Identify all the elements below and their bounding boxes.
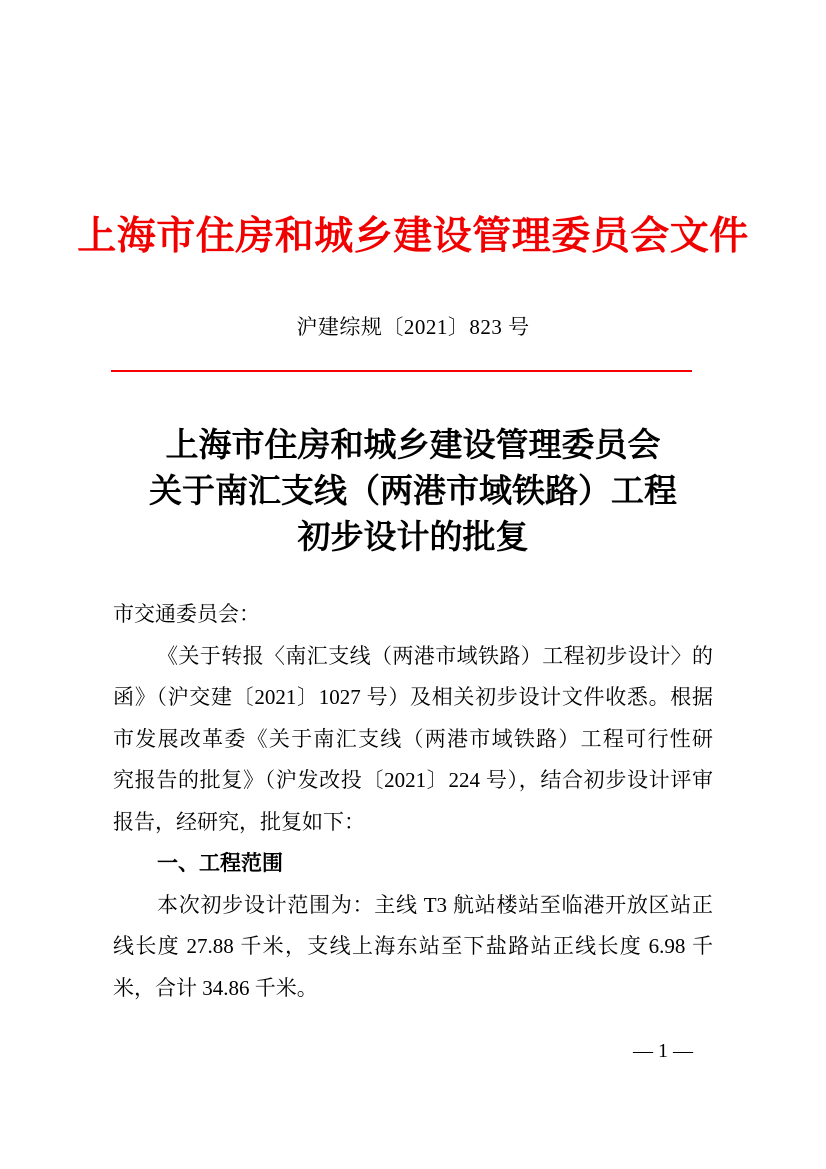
paragraph-2-line-1: 本次初步设计范围为：主线 T3 航站楼站至临港开放区站正 <box>157 892 713 917</box>
document-title <box>113 423 713 561</box>
paragraph-1-line-2: 函》（沪交建〔2021〕1027 号）及相关初步设计文件收悉。根据 <box>113 685 713 709</box>
salutation: 市交通委员会： <box>113 602 260 626</box>
paragraph-1-line-3: 市发展改革委《关于南汇支线（两港市域铁路）工程可行性研 <box>113 726 713 751</box>
document-title-line-2: 关于南汇支线（两港市域铁路）工程 <box>149 474 677 510</box>
document-body <box>113 594 713 1009</box>
red-divider-line <box>111 370 692 372</box>
document-title-line-1: 上海市住房和城乡建设管理委员会 <box>165 428 661 464</box>
paragraph-1-line-5: 报告，经研究，批复如下： <box>113 809 365 834</box>
paragraph-2-line-3: 米，合计 34.86 千米。 <box>113 975 318 1000</box>
section-heading: 一、工程范围 <box>157 852 283 875</box>
paragraph-2-line-2: 线长度 27.88 千米，支线上海东站至下盐路站正线长度 6.98 千 <box>113 934 713 958</box>
document-number: 沪建综规〔2021〕823 号 <box>296 315 530 339</box>
paragraph-1-line-4: 究报告的批复》（沪发改投〔2021〕224 号），结合初步设计评审 <box>113 768 713 792</box>
document-title-line-3: 初步设计的批复 <box>297 520 529 556</box>
paragraph-1-line-1: 《关于转报〈南汇支线（两港市域铁路）工程初步设计〉的 <box>157 643 713 668</box>
page-number: — 1 — <box>633 1040 693 1062</box>
agency-letterhead-title: 上海市住房和城乡建设管理委员会文件 <box>77 215 749 258</box>
